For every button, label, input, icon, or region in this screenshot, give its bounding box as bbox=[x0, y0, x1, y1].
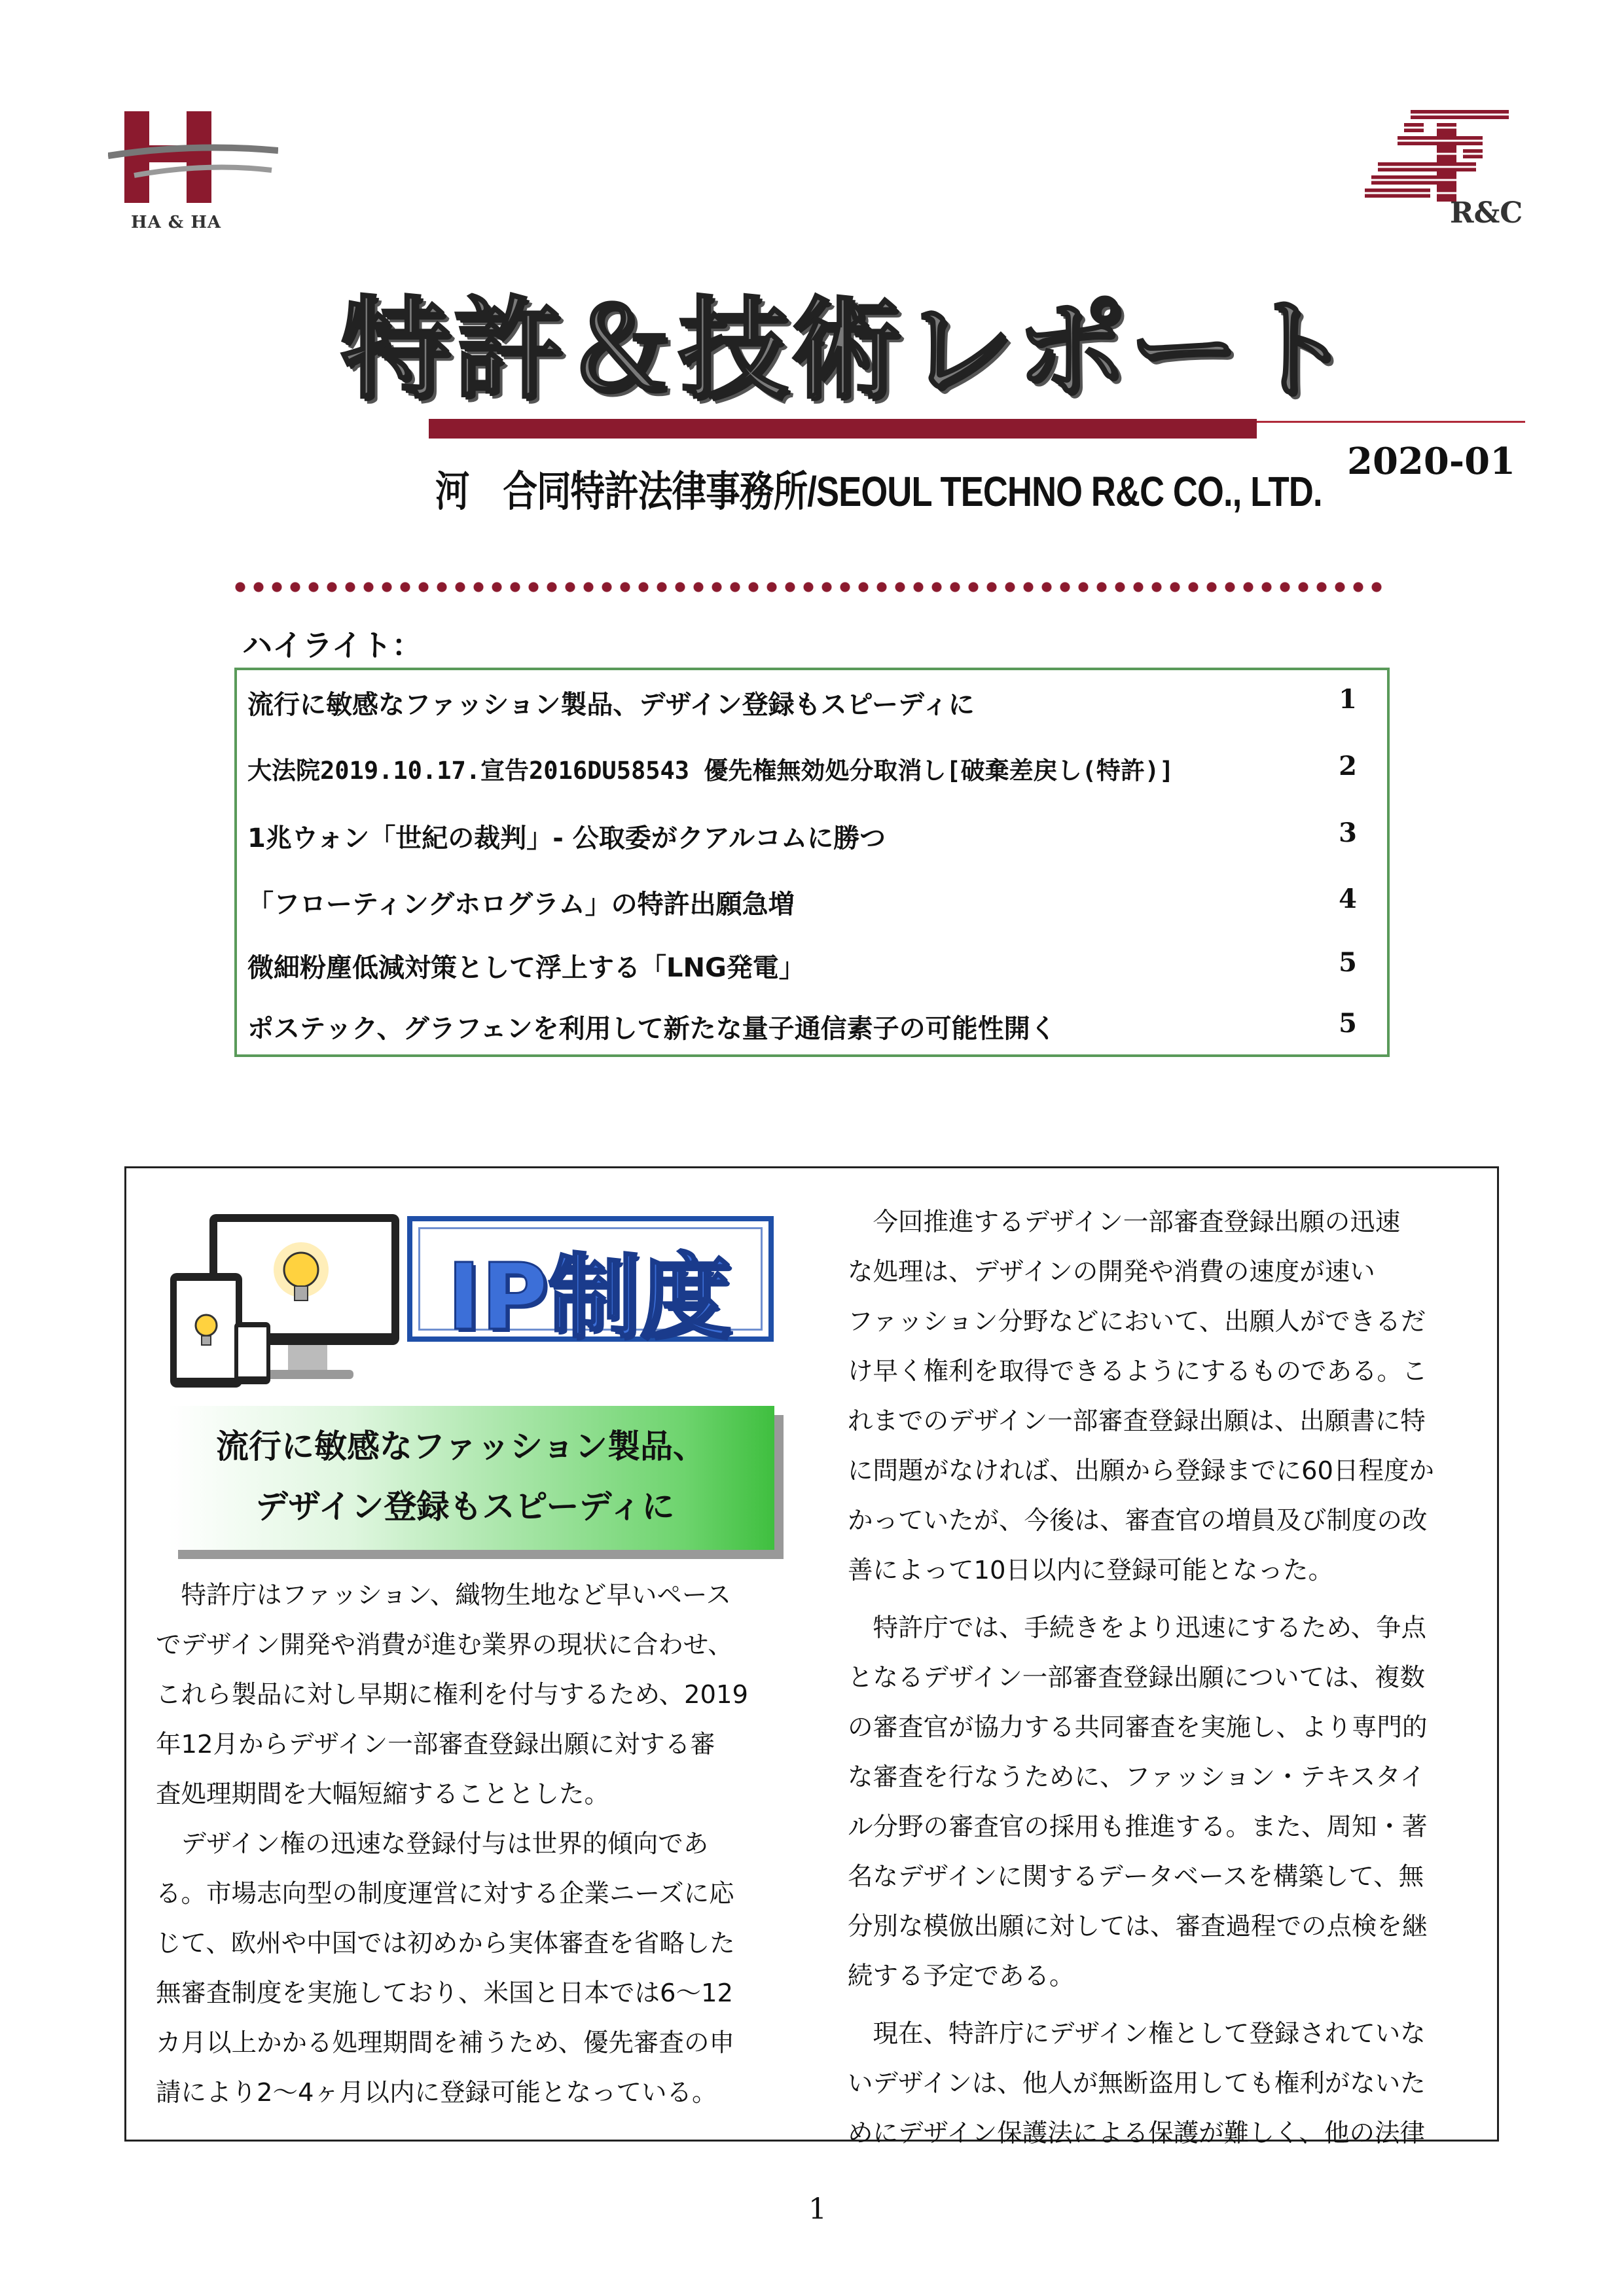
highlight-title: 大法院2019.10.17.宣告2016DU58543 優先権無効処分取消し[破棄差戻し(特許)] bbox=[247, 757, 1174, 785]
title-underline-bar bbox=[429, 419, 1257, 439]
report-title: 特許＆技術レポート bbox=[340, 285, 1354, 414]
text-line: 続する予定である。 bbox=[848, 1962, 1075, 1991]
text-line: 今回推進するデザイン一部審査登録出願の迅速 bbox=[848, 1208, 1401, 1237]
article-headline-line2: デザイン登録もスピーディに bbox=[255, 1488, 675, 1526]
highlight-item[interactable] bbox=[247, 1008, 1377, 1047]
text-line: 分別な模倣出願に対しては、審査過程での点検を継 bbox=[848, 1912, 1428, 1941]
article-headline-line1: 流行に敏感なファッション製品、 bbox=[216, 1427, 706, 1465]
highlight-page: 2 bbox=[1339, 751, 1357, 781]
highlight-page: 5 bbox=[1339, 1008, 1357, 1039]
highlight-title: 「フローティングホログラム」の特許出願急増 bbox=[247, 889, 795, 920]
firm-name: 河 合同特許法律事務所/SEOUL TECHNO R&C CO., LTD. bbox=[435, 468, 1322, 515]
highlight-title: 微細粉塵低減対策として浮上する「LNG発電」 bbox=[247, 953, 805, 983]
highlights-label: ハイライト： bbox=[242, 628, 422, 663]
text-line: ファッション分野などにおいて、出願人ができるだ bbox=[848, 1307, 1426, 1336]
highlight-page: 3 bbox=[1339, 817, 1357, 848]
right-paragraph-1 bbox=[848, 1198, 1473, 1596]
text-line: る。市場志向型の制度運営に対する企業ニーズに応 bbox=[156, 1879, 734, 1909]
right-logo-text: R&C bbox=[1450, 196, 1523, 230]
left-logo-text: HA & HA bbox=[131, 213, 222, 232]
highlights-box bbox=[234, 668, 1390, 1057]
text-line: な審査を行なうために、ファッション・テキスタイ bbox=[848, 1763, 1426, 1792]
devices-lightbulb-illustration bbox=[170, 1208, 406, 1404]
text-line: 名なデザインに関するデータベースを構築して、無 bbox=[848, 1862, 1424, 1892]
text-line: じて、欧州や中国では初めから実体審査を省略した bbox=[156, 1929, 735, 1958]
dotted-divider bbox=[234, 581, 1390, 594]
highlight-page: 5 bbox=[1339, 947, 1357, 978]
highlight-item[interactable] bbox=[247, 947, 1377, 986]
left-paragraph-1 bbox=[156, 1571, 781, 1820]
text-line: 無審査制度を実施しており、米国と日本では6～12 bbox=[156, 1979, 733, 2008]
text-line: 請により2～4ヶ月以内に登録可能となっている。 bbox=[156, 2078, 717, 2108]
text-line: 特許庁では、手続きをより迅速にするため、争点 bbox=[848, 1613, 1426, 1643]
text-line: け早く権利を取得できるようにするものである。こ bbox=[848, 1357, 1428, 1386]
text-line: カ月以上かかる処理期間を補うため、優先審査の申 bbox=[156, 2028, 734, 2058]
right-paragraph-2 bbox=[848, 1604, 1473, 2001]
left-paragraph-2 bbox=[156, 1820, 781, 2118]
section-label: IP制度 bbox=[446, 1244, 732, 1351]
text-line: これら製品に対し早期に権利を付与するため、2019 bbox=[156, 1680, 748, 1710]
text-line: めにデザイン保護法による保護が難しく、他の法律 bbox=[848, 2119, 1426, 2148]
text-line: かっていたが、今後は、審査官の増員及び制度の改 bbox=[848, 1506, 1428, 1535]
highlight-title: 流行に敏感なファッション製品、デザイン登録もスピーディに bbox=[247, 690, 975, 720]
page-number: 1 bbox=[808, 2193, 827, 2226]
text-line: れまでのデザイン一部審査登録出願は、出願書に特 bbox=[848, 1407, 1426, 1436]
text-line: の審査官が協力する共同審査を実施し、より専門的 bbox=[848, 1713, 1428, 1742]
text-line: 善によって10日以内に登録可能となった。 bbox=[848, 1556, 1333, 1585]
issue-number: 2020-01 bbox=[1347, 440, 1516, 483]
text-line: でデザイン開発や消費が進む業界の現状に合わせ、 bbox=[156, 1630, 733, 1660]
highlight-item[interactable] bbox=[247, 817, 1377, 857]
highlight-page: 1 bbox=[1339, 684, 1357, 715]
text-line: ル分野の審査官の採用も推進する。また、周知・著 bbox=[848, 1812, 1428, 1842]
text-line: 特許庁はファッション、織物生地など早いペース bbox=[156, 1581, 731, 1610]
title-underline-thin bbox=[1257, 421, 1525, 423]
text-line: デザイン権の迅速な登録付与は世界的傾向であ bbox=[156, 1829, 709, 1859]
text-line: 査処理期間を大幅短縮することとした。 bbox=[156, 1780, 610, 1809]
highlight-item[interactable] bbox=[247, 884, 1377, 923]
highlight-title: 1兆ウォン「世紀の裁判」- 公取委がクアルコムに勝つ bbox=[247, 823, 886, 853]
text-line: いデザインは、他人が無断盗用しても権利がないた bbox=[848, 2069, 1426, 2098]
text-line: 年12月からデザイン一部審査登録出願に対する審 bbox=[156, 1730, 715, 1759]
right-paragraph-3 bbox=[848, 2009, 1473, 2159]
highlight-item[interactable] bbox=[247, 751, 1377, 790]
text-line: に問題がなければ、出願から登録までに60日程度か bbox=[848, 1456, 1434, 1486]
text-line: となるデザイン一部審査登録出願については、複数 bbox=[848, 1663, 1426, 1693]
text-line: 現在、特許庁にデザイン権として登録されていな bbox=[848, 2019, 1426, 2049]
text-line: な処理は、デザインの開発や消費の速度が速い bbox=[848, 1257, 1375, 1287]
highlight-title: ポステック、グラフェンを利用して新たな量子通信素子の可能性開く bbox=[247, 1014, 1056, 1044]
highlight-page: 4 bbox=[1339, 884, 1357, 914]
highlight-item[interactable] bbox=[247, 684, 1377, 723]
